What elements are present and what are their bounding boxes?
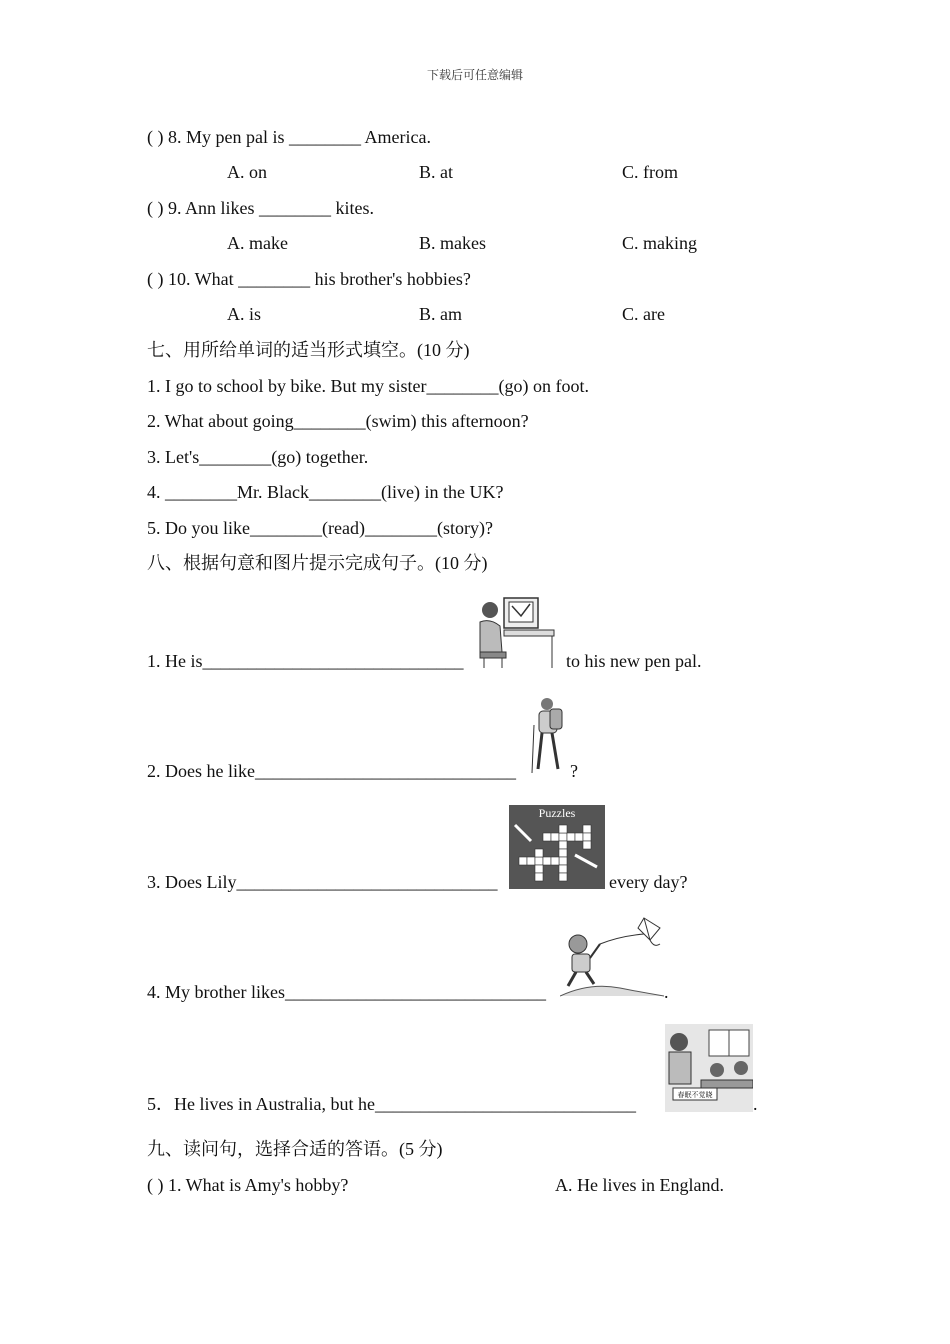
classroom-picture (665, 1024, 753, 1112)
picture-item: 5．He lives in Australia, but he_____________________________ (147, 1094, 636, 1114)
option-c: C. making (622, 233, 697, 253)
picture-item-tail: . (664, 982, 669, 1002)
question-9: ( ) 9. Ann likes ________ kites. (147, 198, 374, 218)
fill-item: 3. Let's________(go) together. (147, 447, 369, 467)
picture-item-tail: to his new pen pal. (566, 651, 702, 671)
classroom-label: 春眠不觉晓 (677, 1091, 713, 1099)
page-header: 下载后可任意编辑 (426, 68, 523, 82)
fill-item: 1. I go to school by bike. But my sister________(go) on foot. (147, 376, 589, 396)
option-a: A. make (227, 233, 288, 253)
fill-item: 5. Do you like________(read)________(story)? (147, 518, 493, 538)
puzzles-picture (509, 805, 605, 889)
computer-typing-picture (474, 592, 562, 668)
option-c: C. from (622, 162, 678, 182)
section-title-text: 八、根据句意和图片提示完成句子。 (147, 553, 435, 574)
section-9-title (147, 1138, 443, 1161)
hiking-picture (530, 695, 566, 775)
section-score: (5 分) (399, 1139, 443, 1159)
section-title-text: 九、读问句，选择合适的答语。 (147, 1139, 399, 1160)
option-b: B. am (419, 304, 462, 324)
option-b: B. makes (419, 233, 486, 253)
section-7-title (147, 339, 470, 362)
section-score: (10 分) (435, 553, 488, 573)
match-question-1: ( ) 1. What is Amy's hobby? (147, 1175, 349, 1195)
fill-item: 2. What about going________(swim) this afternoon? (147, 411, 529, 431)
picture-item-tail: every day? (609, 872, 688, 892)
section-score: (10 分) (417, 340, 470, 360)
section-title-text: 七、用所给单词的适当形式填空。 (147, 340, 417, 361)
fill-item: 4. ________Mr. Black________(live) in the UK? (147, 482, 504, 502)
question-8: ( ) 8. My pen pal is ________ America. (147, 127, 431, 147)
option-c: C. are (622, 304, 665, 324)
picture-item: 3. Does Lily_____________________________ (147, 872, 498, 892)
picture-item: 1. He is_____________________________ (147, 651, 464, 671)
picture-item-tail: ? (570, 761, 578, 781)
picture-item: 2. Does he like_____________________________ (147, 761, 516, 781)
section-8-title (147, 552, 488, 575)
option-b: B. at (419, 162, 453, 182)
picture-item-tail: . (753, 1094, 758, 1114)
match-answer-a: A. He lives in England. (555, 1175, 724, 1195)
option-a: A. on (227, 162, 267, 182)
puzzles-label: Puzzles (538, 806, 576, 820)
option-a: A. is (227, 304, 262, 324)
question-10: ( ) 10. What ________ his brother's hobbies? (147, 269, 471, 289)
flying-kite-picture (560, 914, 664, 1000)
picture-item: 4. My brother likes_____________________________ (147, 982, 546, 1002)
